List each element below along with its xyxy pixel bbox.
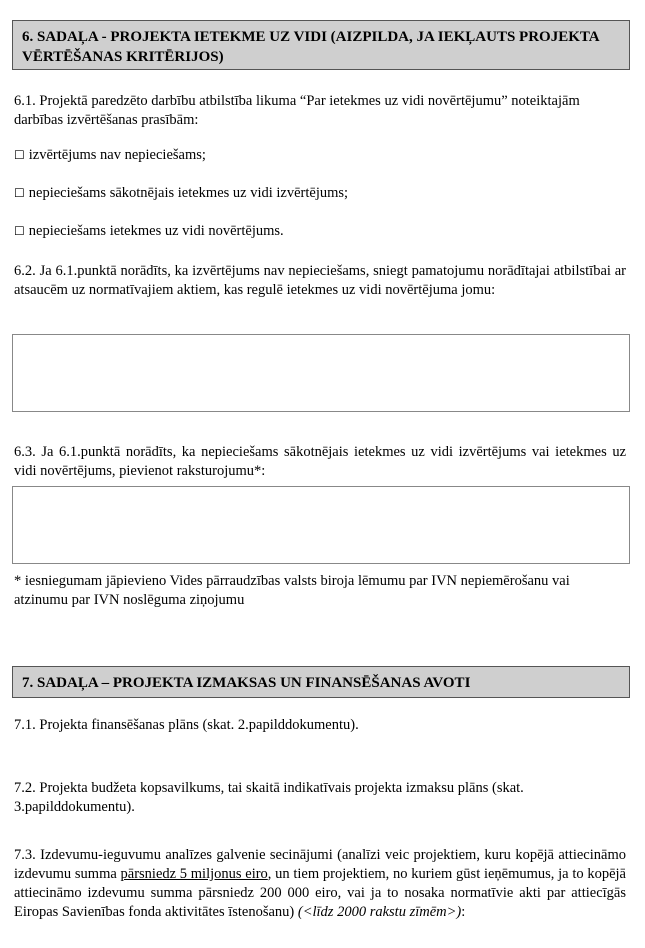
justification-textarea[interactable] [12, 334, 630, 412]
option-label: nepieciešams sākotnējais ietekmes uz vidi izvērtējums; [28, 185, 349, 201]
option-initial-assessment[interactable] [14, 184, 348, 203]
checkbox-icon[interactable]: ☐ [14, 224, 25, 238]
section-6-title: 6. SADAĻA - PROJEKTA IETEKME UZ VIDI (AIZPILDA, JA IEKĻAUTS PROJEKTA VĒRTĒŠANAS KRITĒRIJOS) [22, 29, 599, 65]
option-label: nepieciešams ietekmes uz vidi novērtējums. [28, 223, 284, 239]
option-full-assessment[interactable] [14, 222, 284, 241]
question-6-1: 6.1. Projektā paredzēto darbību atbilstība likuma “Par ietekmes uz vidi novērtējumu” noteiktajām darbības izvērtēšanas prasībām: [14, 93, 580, 128]
question-7-3 [14, 846, 626, 922]
question-7-3-text: 7.3. Izdevumu-ieguvumu analīzes galvenie secinājumi (analīzi veic projektiem, kuru kopējā attiecināmo izdevumu summa [14, 847, 626, 882]
threshold-underlined: pārsniedz 5 miljonus eiro [120, 866, 268, 882]
section-7-header [12, 666, 630, 698]
question-7-1: 7.1. Projekta finansēšanas plāns (skat. 2.papilddokumentu). [14, 717, 359, 733]
question-6-2: 6.2. Ja 6.1.punktā norādīts, ka izvērtējums nav nepieciešams, sniegt pamatojumu norādītajai atbilstībai ar atsaucēm uz normatīvajiem aktiem, kas regulē ietekmes uz vidi novērtējuma jomu: [14, 263, 626, 298]
option-no-assessment[interactable] [14, 146, 206, 165]
question-7-3-text-cont: , un tiem projektiem, no kuriem gūst ieņēmumus, ja to kopējā attiecināmo izdevumu summa pārsniedz 200 000 eiro, vai ja to nosaka normatīvie akti par attiecīgās Eiropas Savienības fonda aktivitātes īstenošanu) [14, 866, 626, 920]
section-6-header [12, 20, 630, 70]
option-label: izvērtējums nav nepieciešams; [28, 147, 206, 163]
question-7-3-end: : [461, 904, 466, 920]
char-limit-note: (<līdz 2000 rakstu zīmēm>) [297, 904, 462, 920]
checkbox-icon[interactable]: ☐ [14, 186, 25, 200]
question-7-2: 7.2. Projekta budžeta kopsavilkums, tai skaitā indikatīvais projekta izmaksu plāns (skat. 3.papilddokumentu). [14, 780, 524, 815]
section-7-title: 7. SADAĻA – PROJEKTA IZMAKSAS UN FINANSĒŠANAS AVOTI [22, 675, 471, 691]
checkbox-icon[interactable]: ☐ [14, 148, 25, 162]
footnote: * iesniegumam jāpievieno Vides pārraudzības valsts biroja lēmumu par IVN nepiemērošanu vai atzinumu par IVN noslēguma ziņojumu [14, 573, 570, 608]
characteristics-textarea[interactable] [12, 486, 630, 564]
question-6-3: 6.3. Ja 6.1.punktā norādīts, ka nepieciešams sākotnējais ietekmes uz vidi izvērtējums vai ietekmes uz vidi novērtējums, pievienot raksturojumu*: [14, 444, 626, 479]
